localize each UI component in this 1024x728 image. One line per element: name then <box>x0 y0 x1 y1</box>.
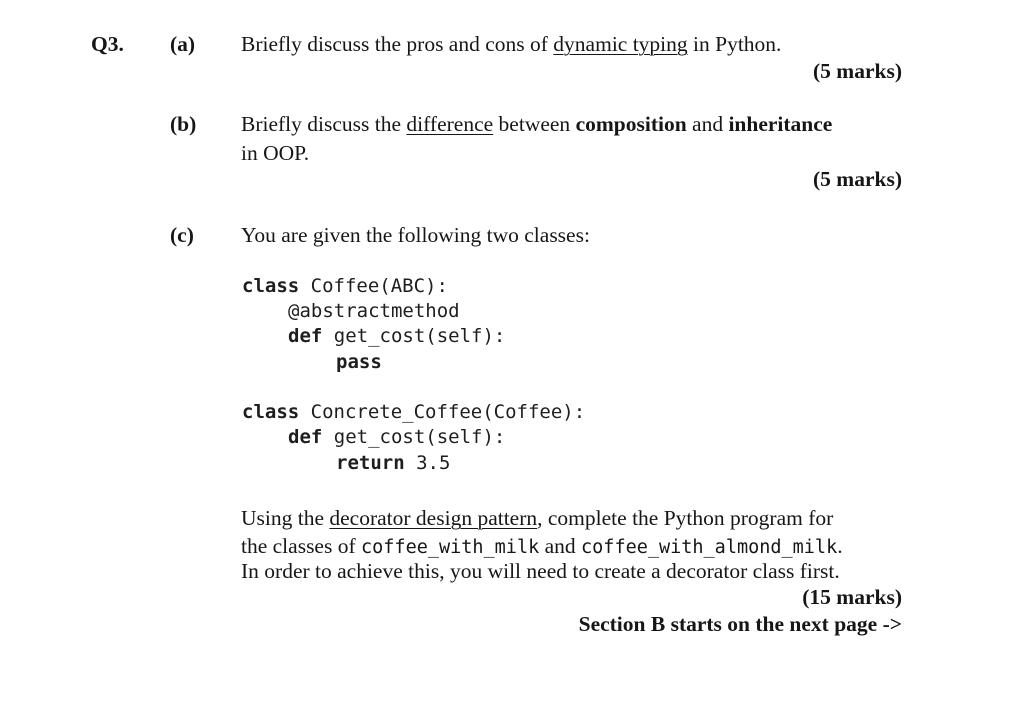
code-text: Coffee(ABC): <box>299 275 448 297</box>
part-b-bold-inheritance: inheritance <box>728 112 833 136</box>
code-line-3 <box>288 324 505 349</box>
para-text: Using the <box>241 506 330 530</box>
part-b-bold-composition: composition <box>575 112 687 136</box>
code-keyword: def <box>288 426 323 448</box>
next-section-note: Section B starts on the next page -> <box>578 612 902 636</box>
code-text: Concrete_Coffee(Coffee): <box>299 401 586 423</box>
part-b-line2: in OOP. <box>241 141 310 165</box>
part-c-para-line3: In order to achieve this, you will need to create a decorator class first. <box>241 559 840 583</box>
part-b-underlined-term: difference <box>406 112 494 136</box>
code-text: 3.5 <box>404 452 451 474</box>
part-b-line1 <box>241 111 832 137</box>
part-b-text-mid: between <box>493 112 576 136</box>
inline-code-almond-milk: coffee_with_almond_milk <box>581 537 838 558</box>
para-text: the classes of <box>241 534 362 558</box>
code-line-5 <box>242 400 585 425</box>
part-a-label: (a) <box>170 32 196 56</box>
part-b-marks: (5 marks) <box>813 167 902 191</box>
part-a-underlined-term: dynamic typing <box>553 32 688 56</box>
code-keyword: class <box>242 401 300 423</box>
para-underlined-term: decorator design pattern <box>329 506 538 530</box>
code-keyword: class <box>242 275 300 297</box>
part-a-text-post: in Python. <box>687 32 782 56</box>
part-c-intro: You are given the following two classes: <box>241 223 590 247</box>
code-keyword: pass <box>336 351 382 373</box>
code-line-4 <box>336 350 382 375</box>
para-text: . <box>837 534 843 558</box>
part-b-text-and: and <box>686 112 729 136</box>
code-keyword: return <box>336 452 405 474</box>
para-text: , complete the Python program for <box>537 506 834 530</box>
part-a-text <box>241 31 781 57</box>
part-c-para-line2 <box>241 533 843 561</box>
question-number: Q3. <box>91 32 124 56</box>
code-line-2: @abstractmethod <box>288 300 460 322</box>
part-c-para-line1 <box>241 505 833 531</box>
code-text: get_cost(self): <box>322 426 506 448</box>
code-line-7 <box>336 451 450 476</box>
part-b-text-pre: Briefly discuss the <box>241 112 407 136</box>
part-a-text-pre: Briefly discuss the pros and cons of <box>241 32 554 56</box>
para-text: and <box>539 534 582 558</box>
part-b-label: (b) <box>170 112 197 136</box>
part-a-marks: (5 marks) <box>813 59 902 83</box>
inline-code-milk: coffee_with_milk <box>361 537 540 558</box>
code-line-1 <box>242 274 448 299</box>
code-text: get_cost(self): <box>322 325 506 347</box>
part-c-label: (c) <box>170 223 194 247</box>
code-line-6 <box>288 425 505 450</box>
part-c-marks: (15 marks) <box>802 585 902 609</box>
code-keyword: def <box>288 325 323 347</box>
